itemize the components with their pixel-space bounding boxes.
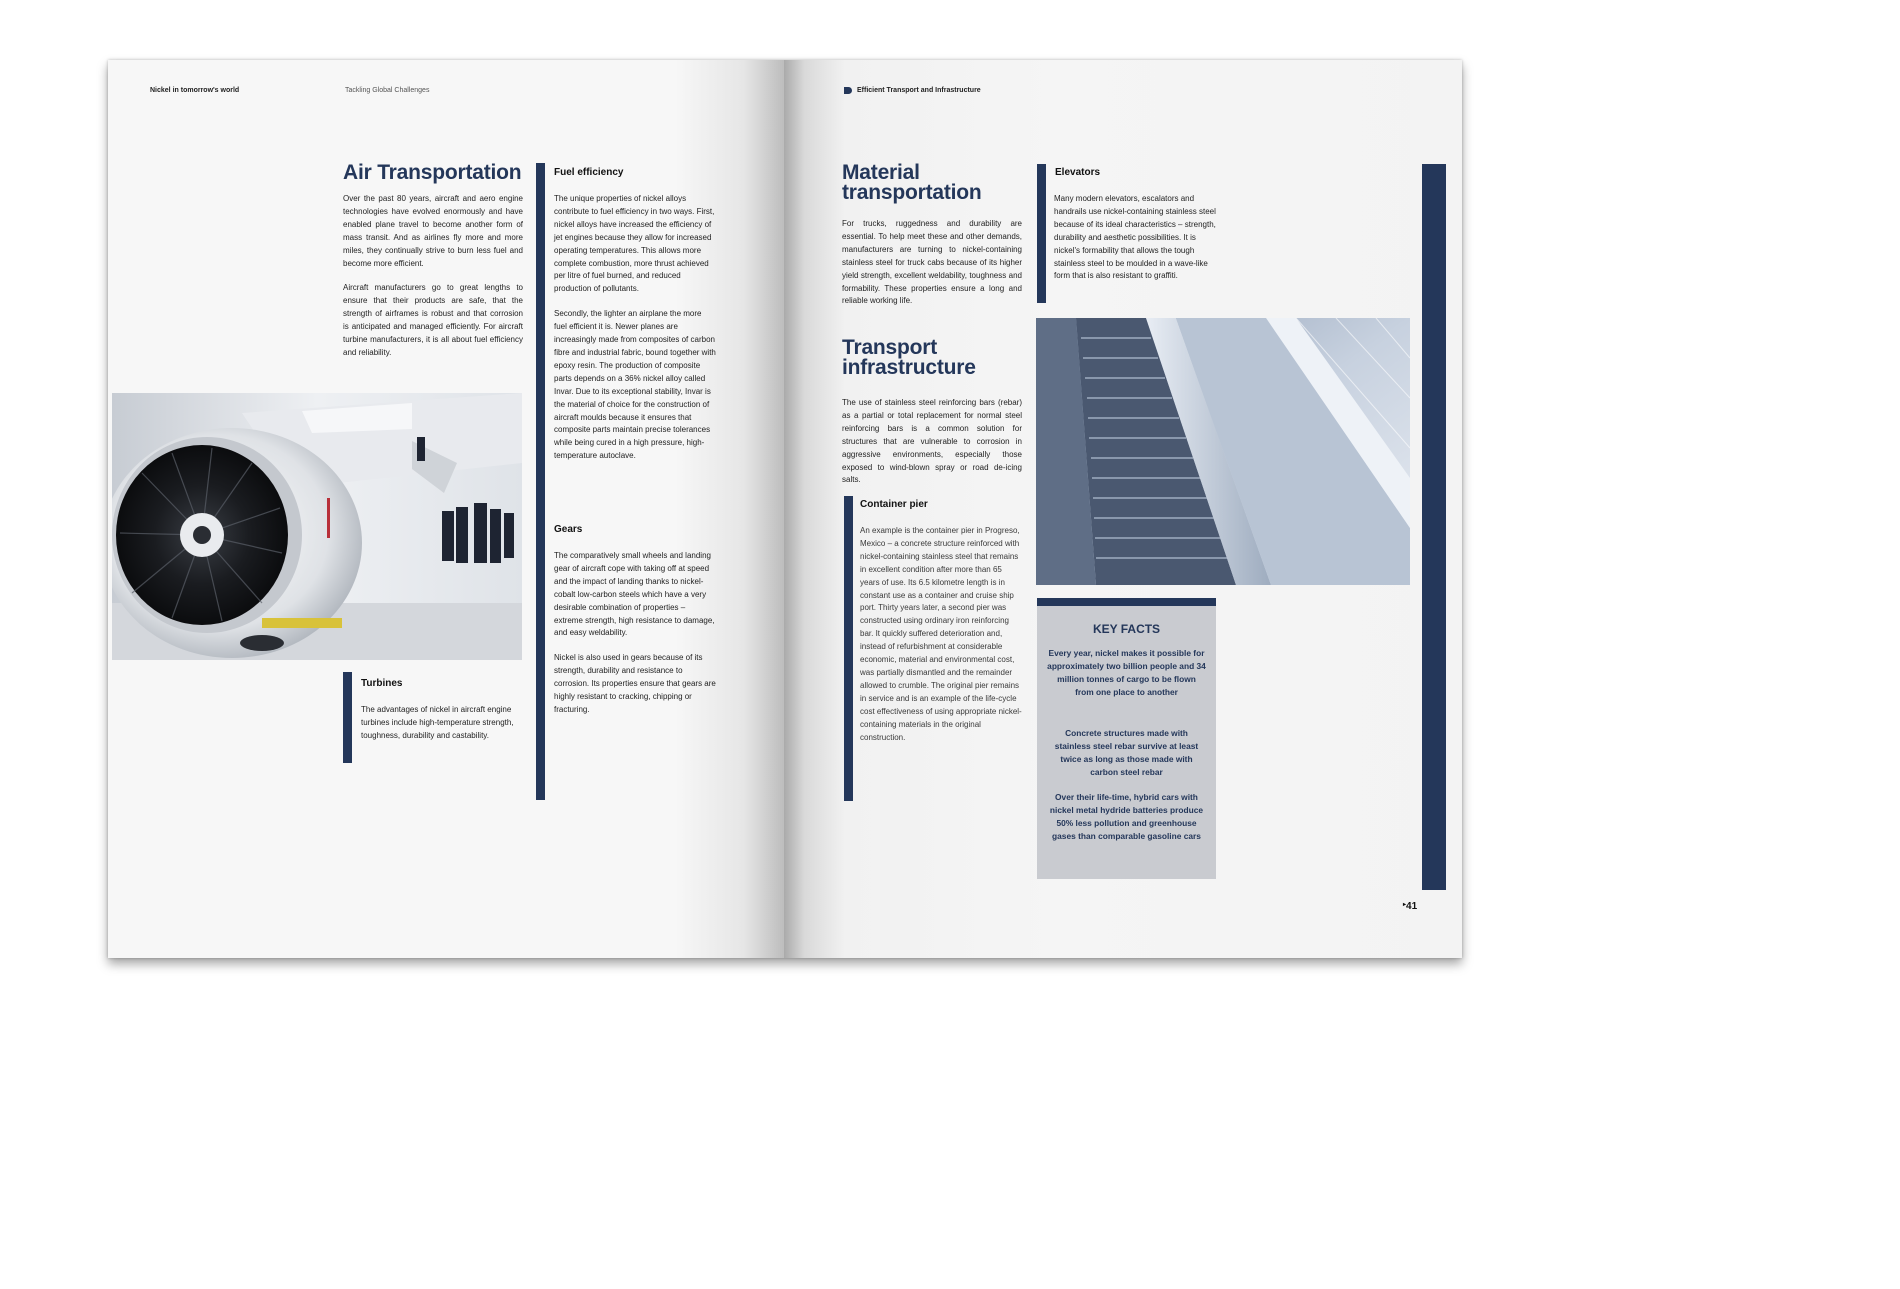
- page-edge-accent-bar: [1422, 164, 1446, 890]
- turbines-heading: Turbines: [361, 678, 403, 689]
- key-fact: Over their life-time, hybrid cars with nickel metal hydride batteries produce 50% less pollution and greenhouse gases than comparable gasoline cars: [1049, 792, 1204, 841]
- key-facts-heading: KEY FACTS: [1092, 622, 1161, 636]
- jet-engine-photo: [112, 393, 522, 660]
- fuel-efficiency-heading: Fuel efficiency: [554, 167, 624, 178]
- magazine-spread: [108, 60, 1462, 958]
- key-fact: Concrete structures made with stainless steel rebar survive at least twice as long as those made with carbon steel rebar: [1054, 728, 1199, 777]
- paragraph: Secondly, the lighter an airplane the more fuel efficient it is. Newer planes are increasingly made from composites of carbon fibre and industrial fabric, bound together with epoxy resin. The production of composite parts depends on a 36% nickel alloy called Invar. Due to its exceptional stability, Invar is the material of choice for the construction of aircraft moulds because it ensures that composite parts maintain precise tolerances while being cured in a high pressure, high-temperature autoclave.: [554, 309, 716, 461]
- left-page: [108, 60, 784, 958]
- page-number: [1403, 901, 1417, 912]
- running-header-section: Tackling Global Challenges: [345, 87, 430, 94]
- key-facts-box: [1037, 606, 1216, 879]
- material-transportation-heading: Material transportation: [842, 161, 982, 204]
- elevators-heading: Elevators: [1055, 167, 1101, 178]
- running-header-title: Nickel in tomorrow's world: [150, 87, 240, 94]
- gears-heading: Gears: [554, 524, 583, 535]
- page-number-marker-icon: ▸: [1403, 902, 1407, 908]
- transport-infrastructure-heading: Transport infrastructure: [842, 336, 976, 379]
- running-header-section: Efficient Transport and Infrastructure: [857, 87, 981, 94]
- container-pier-accent-bar: [844, 496, 853, 801]
- air-transportation-text: [343, 193, 523, 372]
- paragraph: Nickel is also used in gears because of its strength, durability and resistance to corrosion. Its properties ensure that gears are highly resistant to cracking, chipping or fracturing.: [554, 653, 716, 714]
- section-marker-icon: [844, 87, 852, 94]
- gears-text: [554, 550, 716, 729]
- right-page: [784, 60, 1462, 958]
- paragraph: Over the past 80 years, aircraft and aero engine technologies have evolved enormously and have enabled plane travel to become another form of mass transit. And as airlines fly more and more miles, they continually strive to burn less fuel and become more efficient.: [343, 194, 523, 268]
- container-pier-text: An example is the container pier in Progreso, Mexico – a concrete structure reinforced with nickel-containing stainless steel that remains in excellent condition after more than 65 years of use. Its 6.5 kilometre length is in constant use as a container and cruise ship port. Thirty years later, a second pier was constructed using ordinary iron reinforcing bar. It quickly suffered deterioration and, instead of refurbishment at considerable economic, material and environmental cost, was partially dismantled and the remainder allowed to crumble. The original pier remains in service and is an example of the life-cycle cost effectiveness of using appropriate nickel-containing materials in the original construction.: [860, 526, 1022, 742]
- escalator-photo: [1036, 318, 1410, 585]
- paragraph: The comparatively small wheels and landing gear of aircraft cope with taking off at speed and the impact of landing thanks to nickel-cobalt low-carbon steels which have a very desirable combination of properties – extreme strength, high resistance to damage, and easy weldability.: [554, 551, 715, 638]
- escalator-image: [1036, 318, 1410, 585]
- material-transportation-text: For trucks, ruggedness and durability are essential. To help meet these and other demands, manufacturers are turning to nickel-containing stainless steel for truck cabs because of its higher yield strength, excellent weldability, toughness and formability. These properties ensure a long and reliable working life.: [842, 219, 1022, 306]
- elevators-accent-bar: [1037, 164, 1046, 303]
- transport-infrastructure-text: The use of stainless steel reinforcing bars (rebar) as a partial or total replacement for normal steel reinforcing bars is a common solution for structures that are vulnerable to corrosion in aggressive environments, especially those exposed to wind-blown spray or road de-icing salts.: [842, 398, 1022, 485]
- container-pier-heading: Container pier: [860, 499, 928, 510]
- turbines-accent-bar: [343, 672, 352, 763]
- key-facts-accent-bar: [1037, 598, 1216, 606]
- turbines-text: The advantages of nickel in aircraft engine turbines include high-temperature strength, toughness, durability and castability.: [361, 705, 514, 740]
- air-transportation-heading: Air Transportation: [343, 161, 522, 184]
- jet-engine-image: [112, 393, 522, 660]
- fuel-efficiency-text: [554, 193, 716, 475]
- page-number-value: 41: [1406, 901, 1418, 912]
- paragraph: Aircraft manufacturers go to great lengths to ensure that their products are safe, that the strength of airframes is robust and that corrosion is anticipated and managed efficiently. For aircraft turbine manufacturers, it is all about fuel efficiency and reliability.: [343, 283, 523, 357]
- key-fact: Every year, nickel makes it possible for approximately two billion people and 34 million tonnes of cargo to be flown from one place to another: [1047, 648, 1206, 697]
- column-accent-bar: [536, 163, 545, 800]
- elevators-text: Many modern elevators, escalators and handrails use nickel-containing stainless steel because of its ideal characteristics – strength, durability and aesthetic possibilities. It is nickel's formability that allows the tough stainless steel to be moulded in a wave-like form that is also resistant to graffiti.: [1054, 194, 1216, 281]
- paragraph: The unique properties of nickel alloys contribute to fuel efficiency in two ways. First, nickel alloys have increased the efficiency of jet engines because they allow for increased operating temperatures. This allows more complete combustion, more thrust achieved per litre of fuel burned, and reduced production of pollutants.: [554, 194, 715, 294]
